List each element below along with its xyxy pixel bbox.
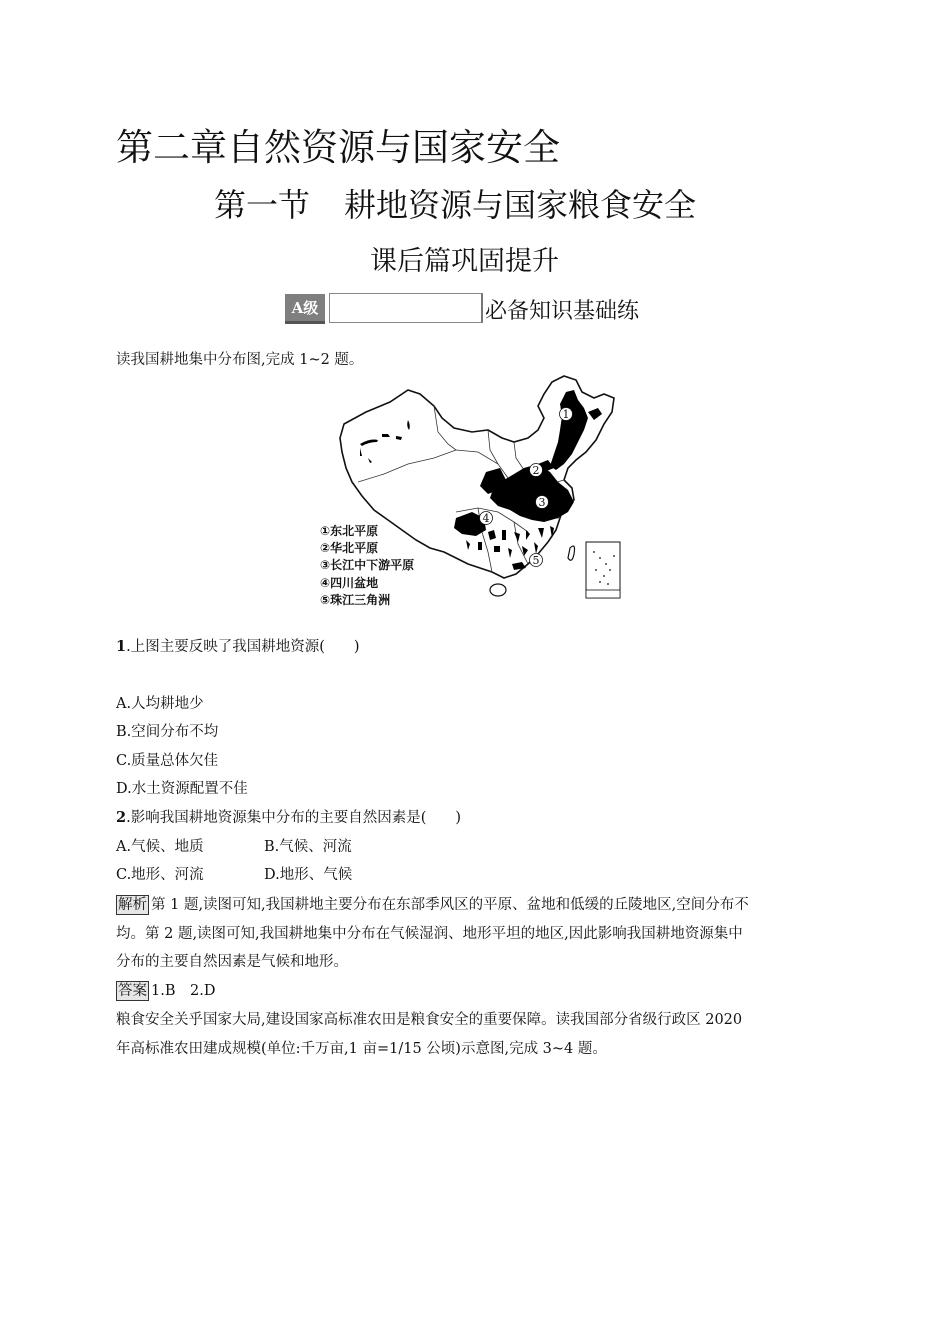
analysis-line-1 (116, 891, 749, 920)
question-1-option-c: C.质量总体欠佳 (116, 753, 219, 769)
legend-item: ⑤珠江三角洲 (320, 592, 391, 607)
analysis-line-2: 均。第 2 题,读图可知,我国耕地集中分布在气候湿润、地形平坦的地区,因此影响我国耕地资源集中 (116, 926, 743, 942)
svg-text:5: 5 (532, 554, 540, 567)
question-2-option-c: C.地形、河流 (116, 867, 204, 883)
intro-text-1: 读我国耕地集中分布图,完成 1~2 题。 (116, 352, 364, 368)
question-2-option-d: D.地形、气候 (264, 867, 353, 883)
section-number: 第一节 (214, 186, 311, 224)
south-china-sea-inset (586, 542, 620, 598)
svg-text:3: 3 (538, 496, 546, 509)
question-number: 1 (116, 638, 127, 655)
legend-item: ②华北平原 (320, 541, 379, 556)
answer-text: 1.B 2.D (151, 983, 216, 999)
question-1-stem (116, 633, 360, 662)
question-1-option-b: B.空间分布不均 (116, 724, 219, 740)
question-2-stem (116, 804, 461, 833)
section-title (214, 184, 696, 226)
question-2-options-row-2 (116, 861, 516, 890)
analysis-text: 第 1 题,读图可知,我国耕地主要分布在东部季风区的平原、盆地和低缓的丘陵地区,空间分布不 (151, 897, 749, 913)
svg-text:1: 1 (562, 408, 570, 421)
legend-item: ④四川盆地 (320, 575, 379, 590)
question-text: .上图主要反映了我国耕地资源( ) (126, 639, 360, 655)
level-decoration-box (329, 293, 483, 323)
question-1-option-d: D.水土资源配置不佳 (116, 781, 248, 797)
section-name: 耕地资源与国家粮食安全 (344, 186, 697, 224)
intro-text-2-line-2: 年高标准农田建成规模(单位:千万亩,1 亩=1/15 公顷)示意图,完成 3~4 题。 (116, 1041, 607, 1057)
chapter-title: 第二章自然资源与国家安全 (116, 126, 560, 169)
question-number: 2 (116, 809, 127, 826)
svg-text:2: 2 (532, 464, 540, 477)
svg-text:4: 4 (482, 512, 490, 525)
answer-label: 答案 (118, 983, 147, 999)
sub-title: 课后篇巩固提升 (370, 246, 559, 277)
question-text: .影响我国耕地资源集中分布的主要自然因素是( ) (126, 810, 462, 826)
legend-item: ③长江中下游平原 (320, 558, 415, 573)
question-2-options-row-1 (116, 833, 516, 862)
question-2-option-a: A.气候、地质 (116, 839, 204, 855)
answer-line (116, 977, 215, 1006)
analysis-label: 解析 (118, 897, 147, 913)
legend-item: ①东北平原 (320, 524, 379, 538)
level-label: 必备知识基础练 (485, 299, 640, 324)
question-1-option-a: A.人均耕地少 (116, 696, 204, 712)
analysis-line-3: 分布的主要自然因素是气候和地形。 (116, 954, 348, 970)
level-heading (285, 290, 639, 326)
level-badge: A级 (285, 294, 325, 324)
intro-text-2-line-1: 粮食安全关乎国家大局,建设国家高标准农田是粮食安全的重要保障。读我国部分省级行政区 2020 (116, 1012, 743, 1028)
map-legend (320, 523, 414, 609)
question-2-option-b: B.气候、河流 (264, 839, 352, 855)
